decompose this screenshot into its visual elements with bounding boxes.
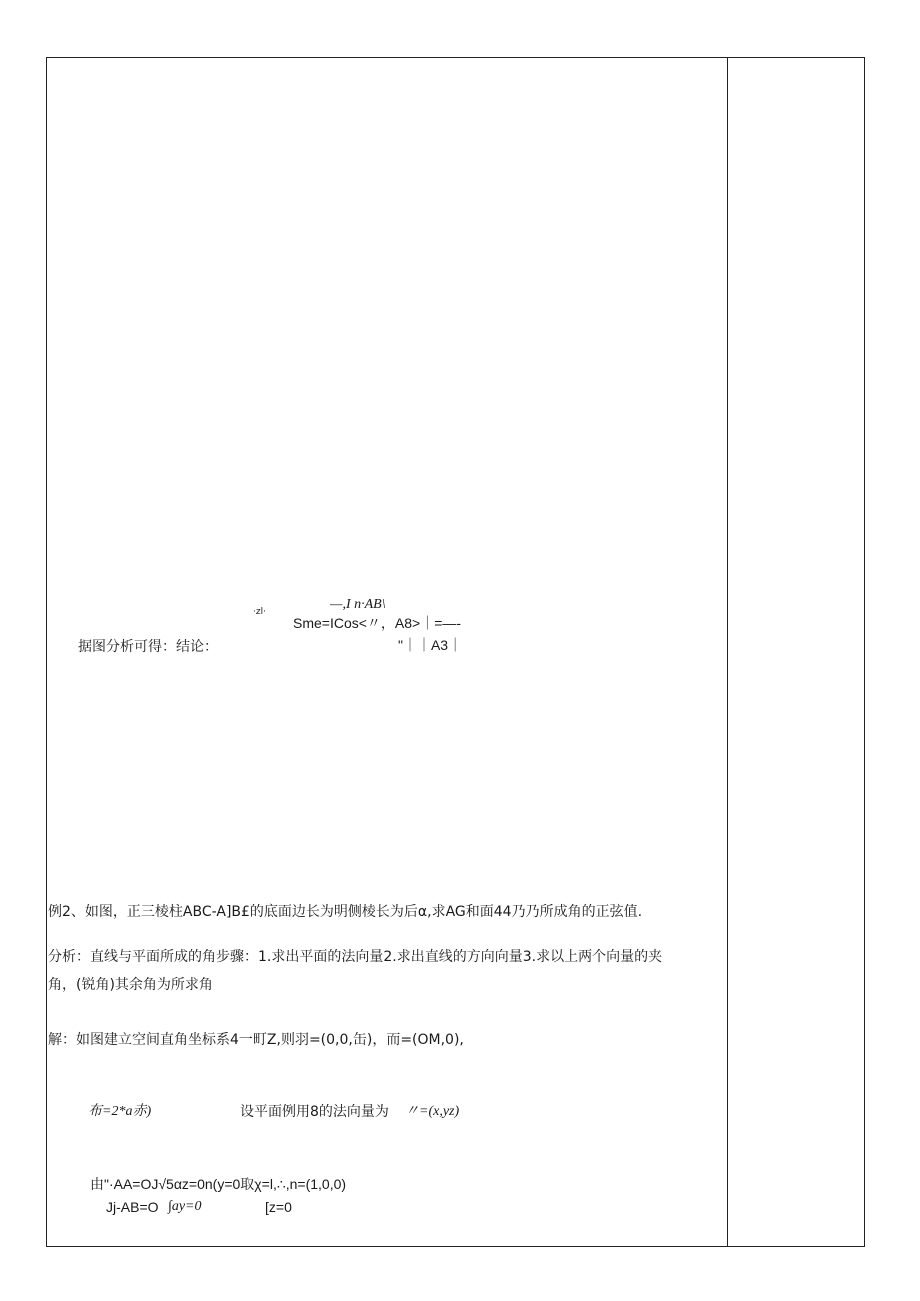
equation-system-line-2: Jj-AB=O <box>106 1199 159 1215</box>
formula-top-fraction: —,I n·AB\ <box>330 597 386 612</box>
conclusion-label: 据图分析可得：结论： <box>78 639 218 655</box>
solution-text: 解：如图建立空间直角坐标系4一町Z,则羽=(0,0,缶)，而=(OM,0), <box>48 1032 464 1048</box>
vector-expression: 布=2*a赤) <box>88 1104 152 1119</box>
analysis-line-1: 分析：直线与平面所成的角步骤：1.求出平面的法向量2.求出直线的方向向量3.求以上两个向量的夹 <box>48 949 663 965</box>
column-divider <box>727 57 728 1247</box>
formula-denominator: "｜｜A3｜ <box>398 637 463 653</box>
formula-small-label: ·zl· <box>253 607 266 617</box>
formula-main: Sme=ICos<〃，A8>｜=—- <box>293 615 462 631</box>
analysis-line-2: 角，(锐角)其余角为所求角 <box>48 977 213 993</box>
equation-system-line-2-math: ∫ay=0 <box>168 1199 202 1214</box>
normal-vector-text: 设平面例用8的法向量为 <box>240 1104 389 1120</box>
equation-system-line-2-right: [z=0 <box>265 1199 292 1215</box>
example-2-text: 例2、如图，正三棱柱ABC-A]B£的底面边长为明侧棱长为后α,求AG和面44乃乃所成角的正弦值. <box>48 904 643 920</box>
normal-vector-math: 〃=(x,yz) <box>405 1104 460 1119</box>
equation-system-line-1: 由"·AA=OJ√5αz=0n(y=0取χ=l,∴,n=(1,0,0) <box>90 1176 347 1192</box>
